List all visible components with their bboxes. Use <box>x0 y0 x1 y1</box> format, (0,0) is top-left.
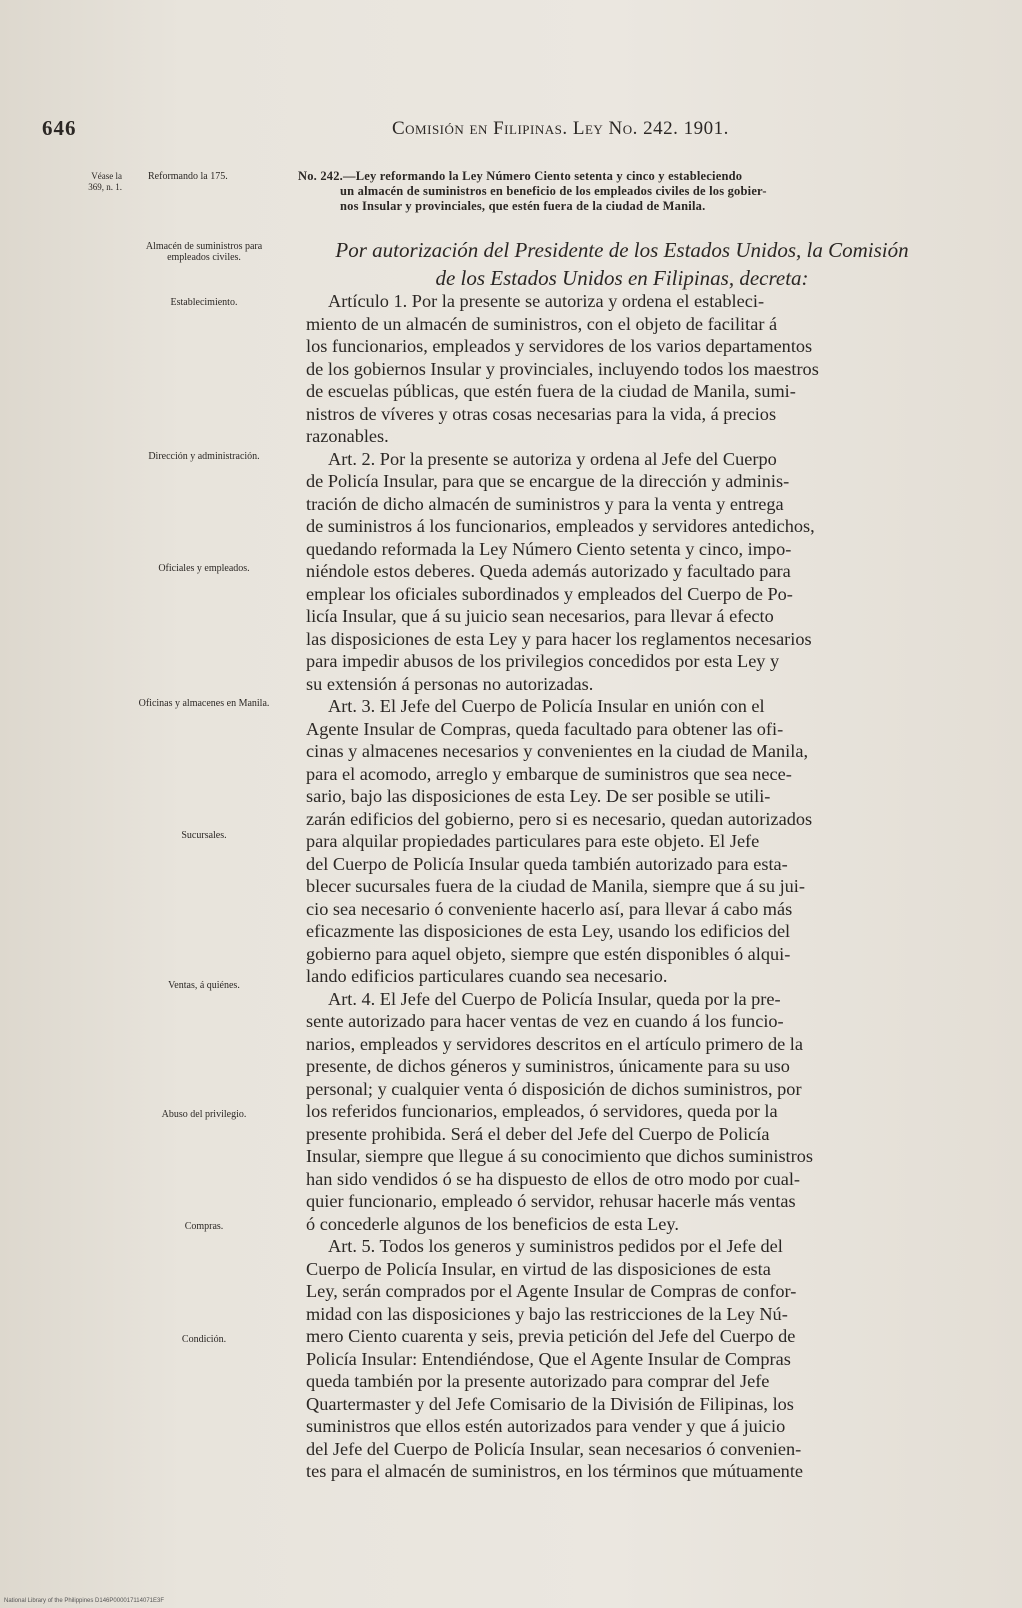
body-line: del Jefe del Cuerpo de Policía Insular, sean necesarios ó convenien- <box>306 1438 802 1459</box>
body-line: presente prohibida. Será el deber del Jefe del Cuerpo de Policía <box>306 1123 770 1144</box>
body-line: nistros de víveres y otras cosas necesarias para la vida, á precios <box>306 403 777 424</box>
law-heading <box>298 169 944 214</box>
body-line: licía Insular, que á su juicio sean necesarios, para llevar á efecto <box>306 606 774 626</box>
body-line: para alquilar propiedades particulares para este objeto. El Jefe <box>306 831 760 851</box>
body-line: mero Ciento cuarenta y seis, previa petición del Jefe del Cuerpo de <box>306 1326 796 1346</box>
enacting-clause-line: de los Estados Unidos en Filipinas, decreta: <box>435 266 809 290</box>
body-line: de escuelas públicas, que estén fuera de la ciudad de Manila, sumi- <box>306 381 796 401</box>
body-line: de los gobiernos Insular y provinciales, incluyendo todos los maestros <box>306 358 819 379</box>
body-line: eficazmente las disposiciones de esta Ley, usando los edificios del <box>306 921 791 941</box>
body-line: para el acomodo, arreglo y embarque de suministros que sea nece- <box>306 763 792 784</box>
page-header <box>42 116 852 146</box>
body-line: lando edificios particulares cuando sea necesario. <box>306 966 668 986</box>
margin-note-oficiales: Oficiales y empleados. <box>158 563 250 574</box>
body-line: zarán edificios del gobierno, pero si es necesario, quedan autorizados <box>306 808 813 829</box>
body-line: su extensión á personas no autorizadas. <box>306 673 594 694</box>
body-line: los funcionarios, empleados y servidores de los varios departamentos <box>306 336 813 356</box>
margin-note-oficinas: Oficinas y almacenes en Manila. <box>138 698 270 709</box>
body-line: cio sea necesario ó conveniente hacerlo así, para llevar á cabo más <box>306 898 793 919</box>
body-line: Ley, serán comprados por el Agente Insular de Compras de confor- <box>306 1281 797 1301</box>
body-line: Cuerpo de Policía Insular, en virtud de las disposiciones de esta <box>306 1258 771 1279</box>
body-line: quedando reformada la Ley Número Ciento setenta y cinco, impo- <box>306 538 792 559</box>
body-line: Art. 5. Todos los generos y suministros pedidos por el Jefe del <box>328 1236 783 1256</box>
body-line: las disposiciones de esta Ley y para hacer los reglamentos necesarios <box>306 628 812 649</box>
body-line: tración de dicho almacén de suministros y para la venta y entrega <box>306 493 784 514</box>
body-line: para impedir abusos de los privilegios concedidos por esta Ley y <box>306 651 780 671</box>
margin-note-sucursales: Sucursales. <box>181 830 227 841</box>
margin-note-establecimiento: Establecimiento. <box>170 297 238 308</box>
margin-note-direccion: Dirección y administración. <box>148 451 260 462</box>
enacting-clause-line: Por autorización del Presidente de los Estados Unidos, la Comisión <box>335 238 909 262</box>
margin-note-ventas: Ventas, á quiénes. <box>168 980 240 991</box>
page-number: 646 <box>42 116 77 140</box>
body-line: Agente Insular de Compras, queda facultado para obtener las ofi- <box>306 718 784 739</box>
body-line: Art. 4. El Jefe del Cuerpo de Policía Insular, queda por la pre- <box>328 988 781 1009</box>
law-body <box>306 290 944 1483</box>
body-line: han sido vendidos ó se ha dispuesto de ellos de otro modo por cual- <box>306 1168 801 1189</box>
body-line: midad con las disposiciones y bajo las restricciones de la Ley Nú- <box>306 1303 788 1324</box>
margin-note-almacen: Almacén de suministros para empleados civiles. <box>145 241 263 263</box>
body-line: de suministros á los funcionarios, empleados y servidores antedichos, <box>306 516 815 536</box>
margin-note-abuso: Abuso del privilegio. <box>161 1109 247 1120</box>
running-head: Comisión en Filipinas. Ley No. 242. 1901. <box>392 118 729 139</box>
margin-note-compras: Compras. <box>184 1221 224 1232</box>
cross-reference-note <box>60 171 122 193</box>
body-line: queda también por la presente autorizado para comprar del Jefe <box>306 1371 770 1391</box>
body-line: suministros que ellos estén autorizados para vender y que á juicio <box>306 1416 786 1436</box>
body-line: razonables. <box>306 426 389 446</box>
body-line: cinas y almacenes necesarios y convenientes en la ciudad de Manila, <box>306 741 809 761</box>
body-line: presente, de dichos géneros y suministros, únicamente para su uso <box>306 1056 790 1076</box>
body-line: Policía Insular: Entendiéndose, Que el Agente Insular de Compras <box>306 1348 791 1369</box>
body-line: tes para el almacén de suministros, en los términos que mútuamente <box>306 1461 804 1481</box>
body-line: quier funcionario, empleado ó servidor, rehusar hacerle más ventas <box>306 1191 796 1211</box>
body-line: los referidos funcionarios, empleados, ó servidores, queda por la <box>306 1101 778 1121</box>
body-line: de Policía Insular, para que se encargue de la dirección y adminis- <box>306 471 790 491</box>
margin-note-condicion: Condición. <box>181 1334 227 1345</box>
body-line: miento de un almacén de suministros, con el objeto de facilitar á <box>306 313 778 334</box>
enacting-clause <box>300 236 944 292</box>
body-line: Art. 3. El Jefe del Cuerpo de Policía Insular en unión con el <box>328 696 765 716</box>
law-heading-line: un almacén de suministros en beneficio de los empleados civiles de los gobier- <box>340 184 767 198</box>
body-line: gobierno para aquel objeto, siempre que estén disponibles ó alqui- <box>306 943 791 964</box>
body-line: personal; y cualquier venta ó disposición de dichos suministros, por <box>306 1078 802 1099</box>
body-line: ó concederle algunos de los beneficios de esta Ley. <box>306 1213 679 1234</box>
scan-footer: National Library of the Philippines D146P000017114071E3F <box>4 1598 164 1604</box>
body-line: Quartermaster y del Jefe Comisario de la División de Filipinas, los <box>306 1393 794 1414</box>
body-line: sente autorizado para hacer ventas de vez en cuando á los funcio- <box>306 1011 784 1031</box>
body-line: Art. 2. Por la presente se autoriza y ordena al Jefe del Cuerpo <box>328 448 777 469</box>
law-heading-line: nos Insular y provinciales, que estén fuera de la ciudad de Manila. <box>340 199 706 213</box>
body-line: Artículo 1. Por la presente se autoriza y ordena el estableci- <box>328 291 765 311</box>
body-line: emplear los oficiales subordinados y empleados del Cuerpo de Po- <box>306 583 793 604</box>
body-line: niéndole estos deberes. Queda además autorizado y facultado para <box>306 561 791 581</box>
cross-reference-line: 369, n. 1. <box>88 182 122 192</box>
law-heading-line: No. 242.—Ley reformando la Ley Número Ciento setenta y cinco y estableciendo <box>298 169 743 183</box>
body-line: del Cuerpo de Policía Insular queda también autorizado para esta- <box>306 853 788 874</box>
reform-note: Reformando la 175. <box>148 171 228 182</box>
body-line: sario, bajo las disposiciones de esta Ley. De ser posible se utili- <box>306 786 771 806</box>
body-line: blecer sucursales fuera de la ciudad de Manila, siempre que á su jui- <box>306 876 805 896</box>
body-line: narios, empleados y servidores descritos en el artículo primero de la <box>306 1033 803 1054</box>
body-line: Insular, siempre que llegue á su conocimiento que dichos suministros <box>306 1146 813 1166</box>
cross-reference-line: Véase la <box>91 171 122 181</box>
